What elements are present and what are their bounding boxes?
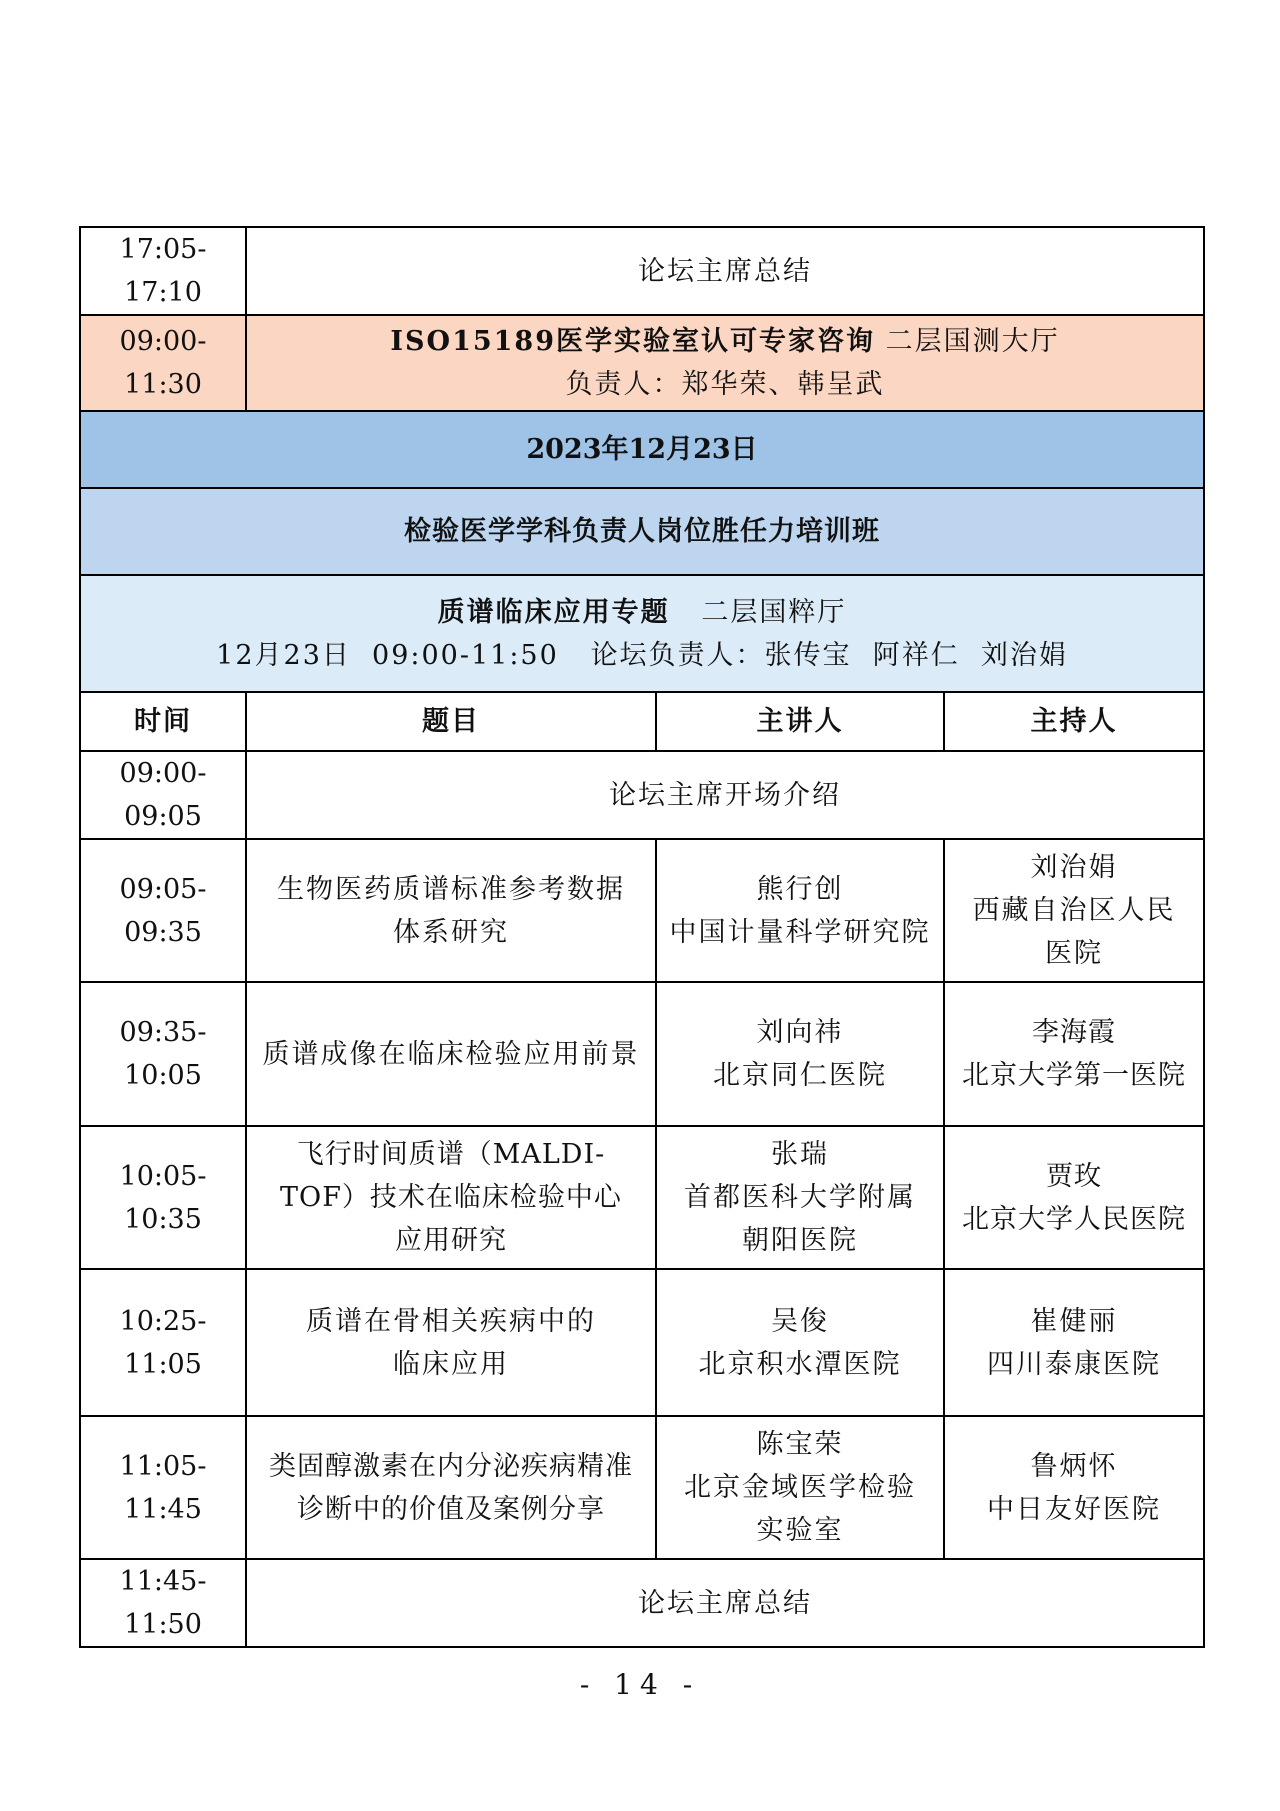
opening-row (80, 751, 1204, 839)
host-name: 李海霞 (1032, 1017, 1117, 1048)
speaker-org: 北京同仁医院 (713, 1060, 887, 1091)
table-row (80, 1416, 1204, 1559)
date-banner-row (80, 411, 1204, 488)
topic-line: TOF）技术在临床检验中心 (280, 1182, 622, 1213)
time-cell: 10:05-10:35 (80, 1126, 246, 1269)
closing-row (80, 1559, 1204, 1647)
class-title-row (80, 488, 1204, 575)
speaker-cell (656, 839, 944, 982)
speaker-name: 刘向祎 (756, 1017, 844, 1048)
iso-consult-row (80, 315, 1204, 411)
topic-line: 质谱成像在临床检验应用前景 (262, 1038, 640, 1070)
host-org: 北京大学第一医院 (962, 1060, 1187, 1091)
topic-cell (246, 1416, 656, 1559)
host-name: 刘治娟 (1030, 852, 1118, 883)
host-cell (944, 839, 1204, 982)
table-row (80, 839, 1204, 982)
topic-cell (80, 575, 1204, 692)
host-org: 西藏自治区人民 (972, 895, 1176, 926)
header-time: 时间 (80, 692, 246, 751)
time-cell: 11:05-11:45 (80, 1416, 246, 1559)
topic-row (80, 575, 1204, 692)
topic-line: 生物医药质谱标准参考数据 (277, 873, 625, 905)
topic-line: 应用研究 (395, 1225, 507, 1256)
table-row (80, 982, 1204, 1126)
iso-title: ISO15189医学实验室认可专家咨询 (390, 326, 876, 357)
session-text: 论坛主席总结 (246, 227, 1204, 315)
host-cell (944, 1126, 1204, 1269)
topic-info: 12月23日 09:00-11:50 论坛负责人：张传宝 阿祥仁 刘治娟 (216, 639, 1068, 671)
speaker-org: 北京金域医学检验 (684, 1472, 916, 1503)
time-cell: 11:45-11:50 (80, 1559, 246, 1647)
speaker-name: 熊行创 (756, 873, 844, 905)
topic-cell (246, 1269, 656, 1416)
time-cell: 10:25-11:05 (80, 1269, 246, 1416)
speaker-name: 陈宝荣 (756, 1429, 844, 1460)
speaker-cell (656, 1269, 944, 1416)
host-org: 医院 (1045, 938, 1104, 969)
speaker-org: 实验室 (756, 1515, 844, 1546)
date-banner: 2023年12月23日 (80, 411, 1204, 488)
topic-line: 质谱在骨相关疾病中的 (306, 1305, 596, 1337)
class-title: 检验医学学科负责人岗位胜任力培训班 (80, 488, 1204, 575)
session-text: 论坛主席总结 (246, 1559, 1204, 1647)
speaker-cell (656, 1416, 944, 1559)
topic-line: 临床应用 (393, 1348, 509, 1380)
topic-line: 类固醇激素在内分泌疾病精准 (269, 1450, 633, 1482)
iso-consult-cell (246, 315, 1204, 411)
time-cell: 09:05-09:35 (80, 839, 246, 982)
table-row (80, 1126, 1204, 1269)
iso-leaders: 负责人：郑华荣、韩呈武 (565, 369, 885, 400)
speaker-org: 首都医科大学附属 (684, 1182, 916, 1213)
speaker-name: 张瑞 (771, 1139, 829, 1170)
page-number: - 14 - (579, 1668, 701, 1701)
schedule-table (79, 226, 1205, 1648)
topic-title: 质谱临床应用专题 (437, 596, 670, 628)
iso-venue: 二层国测大厅 (885, 326, 1060, 357)
table-header-row (80, 692, 1204, 751)
table-row (80, 1269, 1204, 1416)
host-name: 鲁炳怀 (1030, 1450, 1118, 1482)
topic-cell (246, 1126, 656, 1269)
session-text: 论坛主席开场介绍 (246, 751, 1204, 839)
speaker-cell (656, 982, 944, 1126)
header-speaker: 主讲人 (656, 692, 944, 751)
time-cell: 17:05-17:10 (80, 227, 246, 315)
topic-line: 飞行时间质谱（MALDI- (296, 1139, 606, 1170)
speaker-org: 朝阳医院 (742, 1225, 858, 1256)
time-cell: 09:00-09:05 (80, 751, 246, 839)
host-name: 崔健丽 (1030, 1305, 1118, 1337)
topic-cell (246, 839, 656, 982)
topic-cell (246, 982, 656, 1126)
header-host: 主持人 (944, 692, 1204, 751)
host-cell (944, 1416, 1204, 1559)
host-cell (944, 1269, 1204, 1416)
speaker-cell (656, 1126, 944, 1269)
host-name: 贾玫 (1046, 1160, 1103, 1192)
host-org: 四川泰康医院 (987, 1348, 1162, 1380)
header-topic: 题目 (246, 692, 656, 751)
topic-venue: 二层国粹厅 (701, 596, 847, 628)
time-cell: 09:00-11:30 (80, 315, 246, 411)
topic-line: 体系研究 (393, 916, 509, 948)
time-cell: 09:35-10:05 (80, 982, 246, 1126)
table-row (80, 227, 1204, 315)
host-org: 中日友好医院 (987, 1493, 1162, 1525)
host-cell (944, 982, 1204, 1126)
speaker-org: 北京积水潭医院 (698, 1348, 902, 1380)
speaker-name: 吴俊 (771, 1305, 829, 1337)
speaker-org: 中国计量科学研究院 (669, 916, 931, 948)
topic-line: 诊断中的价值及案例分享 (297, 1493, 605, 1525)
host-org: 北京大学人民医院 (962, 1203, 1187, 1235)
